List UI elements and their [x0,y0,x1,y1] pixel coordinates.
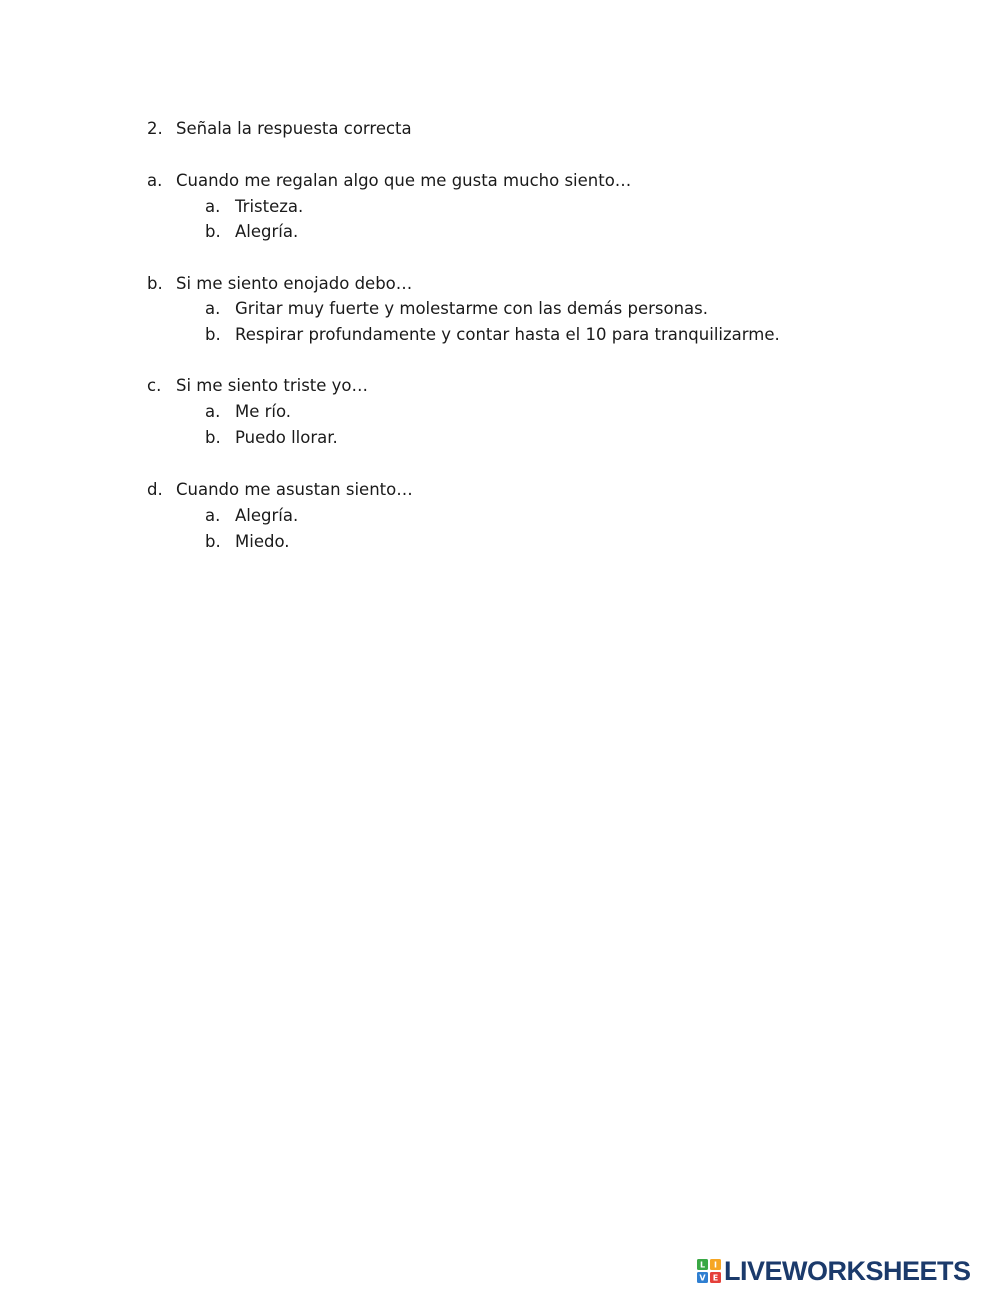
section-title-text: Señala la respuesta correcta [176,119,412,138]
option-letter: b. [205,222,221,241]
option-text: Miedo. [235,532,290,551]
svg-text:V: V [699,1273,706,1283]
question-letter: a. [147,171,163,190]
option-text: Tristeza. [235,197,304,216]
option-letter: b. [205,325,221,344]
svg-text:I: I [714,1260,717,1270]
question-letter: c. [147,376,162,395]
option-text: Me río. [235,402,292,421]
option-letter: b. [205,428,221,447]
watermark-text: LIVEWORKSHEETS [724,1256,971,1286]
question-text: Si me siento triste yo… [176,376,369,395]
option-text: Alegría. [235,506,299,525]
option-text: Gritar muy fuerte y molestarme con las demás personas. [235,299,708,318]
option-letter: a. [205,402,221,421]
svg-text:L: L [699,1260,706,1270]
option-letter: a. [205,299,221,318]
liveworksheets-logo-icon [697,1259,721,1283]
option-letter: b. [205,532,221,551]
question-text: Si me siento enojado debo… [176,274,413,293]
svg-text:E: E [712,1273,719,1283]
question-text: Cuando me regalan algo que me gusta mucho siento… [176,171,632,190]
option-text: Puedo llorar. [235,428,338,447]
liveworksheets-watermark [697,1256,971,1286]
option-text: Respirar profundamente y contar hasta el 10 para tranquilizarme. [235,325,780,344]
question-text: Cuando me asustan siento… [176,480,413,499]
question-letter: d. [147,480,163,499]
section-number: 2. [147,119,163,138]
question-letter: b. [147,274,163,293]
option-text: Alegría. [235,222,299,241]
option-letter: a. [205,197,221,216]
option-letter: a. [205,506,221,525]
